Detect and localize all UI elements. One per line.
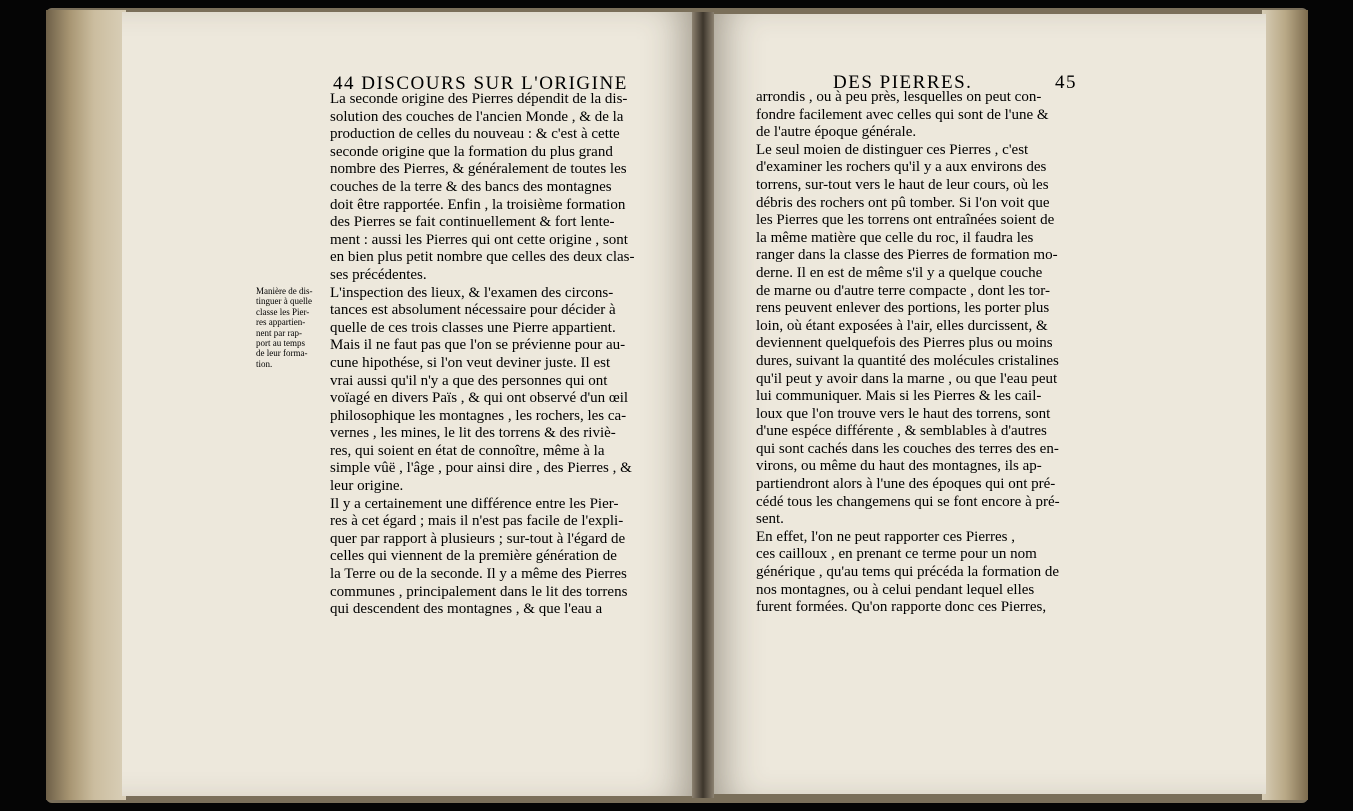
right-page-header: DES PIERRES.: [833, 72, 973, 93]
text-line: cune hipothése, si l'on veut deviner juste. Il est: [330, 354, 611, 371]
text-line: doit être rapportée. Enfin , la troisième formation: [330, 196, 626, 213]
text-line: quelle de ces trois classes une Pierre appartient.: [330, 319, 616, 336]
text-line: arrondis , ou à peu près, lesquelles on peut con-: [756, 89, 1042, 105]
text-line: quer par rapport à plusieurs ; sur-tout à l'égard de: [330, 530, 626, 547]
text-line: nent par rap-: [256, 327, 302, 338]
text-line: en bien plus petit nombre que celles des deux clas-: [330, 249, 635, 266]
text-line: d'examiner les rochers qu'il y a aux environs des: [756, 159, 1047, 176]
text-line: qu'il peut y avoir dans la marne , ou que l'eau peut: [756, 370, 1058, 387]
text-line: nombre des Pierres, & généralement de toutes les: [330, 161, 627, 178]
text-line: sent.: [756, 511, 784, 528]
text-line: ces cailloux , en prenant ce terme pour un nom: [756, 546, 1037, 563]
text-line: tion.: [256, 358, 273, 369]
text-line: la même matière que celle du roc, il faudra les: [756, 229, 1034, 246]
text-line: L'inspection des lieux, & l'examen des circons-: [330, 284, 614, 301]
text-line: La seconde origine des Pierres dépendit de la dis-: [330, 91, 628, 107]
text-line: philosophique les montagnes , les rochers, les ca-: [330, 407, 627, 424]
text-line: lui communiquer. Mais si les Pierres & les cail-: [756, 388, 1042, 405]
text-line: ses précédentes.: [330, 266, 427, 283]
text-line: leur origine.: [330, 478, 404, 495]
text-line: rens peuvent enlever des portions, les porter plus: [756, 300, 1050, 317]
text-line: de l'autre époque générale.: [756, 124, 917, 141]
text-line: celles qui viennent de la première génération de: [330, 548, 617, 565]
text-line: vrai aussi qu'il n'y a que des personnes qui ont: [330, 372, 608, 389]
text-line: torrens, sur-tout vers le haut de leur cours, où les: [756, 176, 1049, 193]
text-line: loin, où étant exposées à l'air, elles durcissent, &: [756, 317, 1048, 334]
right-page-edges: [1262, 10, 1308, 800]
text-line: deviennent quelquefois des Pierres plus ou moins: [756, 335, 1053, 352]
text-line: couches de la terre & des bancs des montagnes: [330, 178, 612, 195]
text-line: solution des couches de l'ancien Monde , & de la: [330, 108, 624, 125]
text-line: les Pierres que les torrens ont entraînées soient de: [756, 212, 1055, 229]
text-line: port au temps: [256, 338, 305, 349]
text-line: qui sont cachés dans les couches des terres des en-: [756, 440, 1059, 457]
right-page-number: 45: [1055, 72, 1077, 93]
text-line: débris des rochers ont pû tomber. Si l'on voit que: [756, 194, 1050, 211]
text-line: vernes , les mines, le lit des torrens & des riviè-: [330, 425, 616, 442]
text-line: Manière de dis-: [256, 286, 313, 296]
text-line: production de celles du nouveau : & c'est à cette: [330, 126, 620, 143]
text-line: la Terre ou de la seconde. Il y a même des Pierres: [330, 566, 627, 583]
text-line: seconde origine que la formation du plus grand: [330, 143, 613, 160]
right-page-text: [756, 89, 1078, 617]
text-line: Il y a certainement une différence entre les Pier-: [330, 495, 619, 512]
text-line: tances est absolument nécessaire pour décider à: [330, 302, 616, 319]
text-line: derne. Il en est de même s'il y a quelque couche: [756, 264, 1043, 281]
text-line: res appartien-: [256, 317, 306, 328]
margin-note: [256, 286, 318, 369]
text-line: Le seul moien de distinguer ces Pierres , c'est: [756, 141, 1029, 158]
text-line: d'une espéce différente , & semblables à d'autres: [756, 423, 1047, 440]
text-line: ranger dans la classe des Pierres de formation mo-: [756, 247, 1058, 264]
text-line: Mais il ne faut pas que l'on se prévienne pour au-: [330, 337, 626, 354]
text-line: des Pierres se fait continuellement & fort lente-: [330, 214, 615, 231]
text-line: virons, ou même du haut des montagnes, ils ap-: [756, 458, 1042, 475]
left-page-header: 44 DISCOURS SUR L'ORIGINE: [333, 73, 628, 94]
text-line: dures, suivant la quantité des molécules cristalines: [756, 352, 1059, 369]
text-line: furent formées. Qu'on rapporte donc ces Pierres,: [756, 599, 1047, 616]
text-line: res à cet égard ; mais il n'est pas facile de l'expli-: [330, 513, 624, 530]
text-line: nos montagnes, ou à celui pendant lequel elles: [756, 581, 1035, 598]
text-line: partiendront alors à l'une des époques qui ont pré-: [756, 476, 1056, 493]
text-line: simple vûë , l'âge , pour ainsi dire , des Pierres , &: [330, 460, 632, 477]
text-line: cédé tous les changemens qui se font encore à pré-: [756, 493, 1060, 510]
text-line: loux que l'on trouve vers le haut des torrens, sont: [756, 405, 1051, 422]
text-line: res, qui soient en état de connoître, même à la: [330, 442, 605, 459]
left-page-text: [330, 91, 650, 619]
text-line: qui descendent des montagnes , & que l'eau a: [330, 601, 603, 618]
book-gutter: [692, 12, 714, 798]
text-line: de leur forma-: [256, 348, 308, 359]
text-line: classe les Pier-: [256, 306, 310, 317]
text-line: communes , principalement dans le lit des torrens: [330, 583, 628, 600]
text-line: fondre facilement avec celles qui sont de l'une &: [756, 106, 1049, 123]
text-line: En effet, l'on ne peut rapporter ces Pierres ,: [756, 528, 1015, 545]
text-line: de marne ou d'autre terre compacte , dont les tor-: [756, 282, 1050, 299]
text-line: ment : aussi les Pierres qui ont cette origine , sont: [330, 231, 628, 248]
text-line: voïagé en divers Païs , & qui ont observé d'un œil: [330, 390, 629, 407]
left-page-edges: [46, 10, 126, 800]
text-line: tinguer à quelle: [256, 296, 312, 307]
text-line: générique , qu'au tems qui précéda la formation de: [756, 564, 1060, 581]
